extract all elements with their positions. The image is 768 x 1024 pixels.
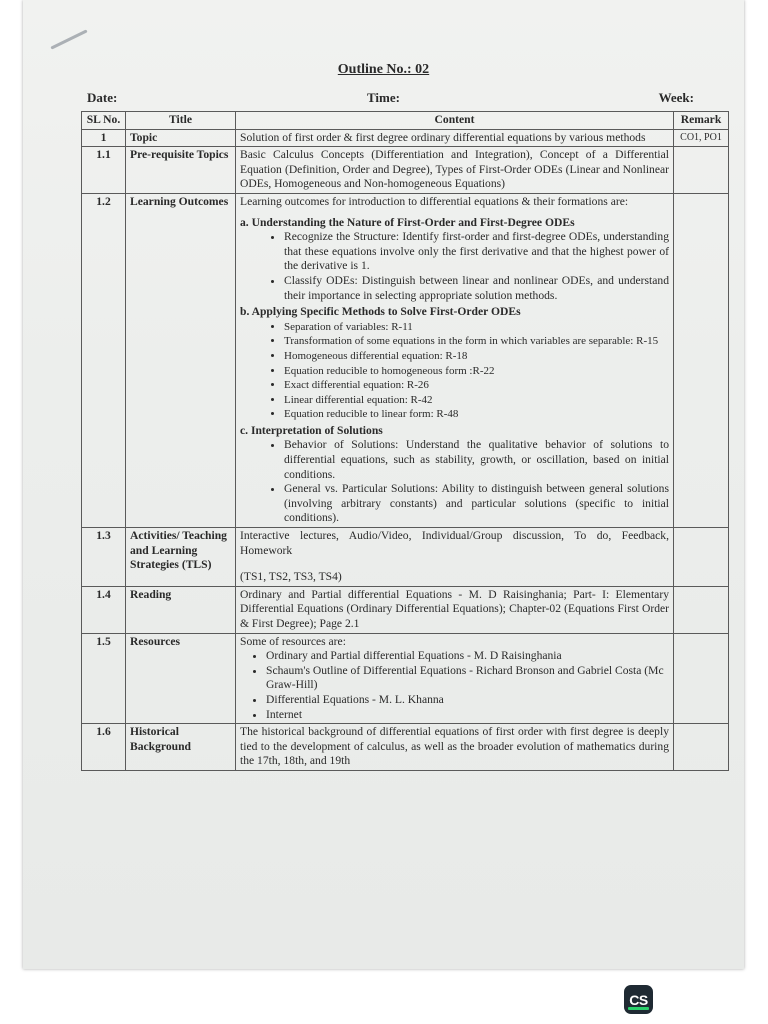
table-row-resources [82,633,729,724]
outline-table [81,111,729,771]
list-item: • Homogeneous differential equation: R-18 [284,349,669,364]
title-cell: Learning Outcomes [126,193,236,527]
list-item: • Classify ODEs: Distinguish between linear and nonlinear ODEs, and understand their importance in selecting appropriate solution methods. [284,274,669,303]
sl-cell: 1.1 [82,147,126,194]
scanned-page [23,0,744,969]
section-c-list [240,438,669,526]
resources-list [240,649,669,722]
sl-cell: 1.5 [82,633,126,724]
table-row-historical-background [82,724,729,771]
date-label: Date: [87,90,118,105]
sl-cell: 1.2 [82,193,126,527]
sl-cell: 1.3 [82,528,126,587]
header-remark: Remark [674,112,729,130]
list-item: • Equation reducible to linear form: R-48 [284,407,669,422]
list-item: • Linear differential equation: R-42 [284,393,669,408]
camscanner-logo [624,985,653,1014]
sl-cell: 1 [82,129,126,147]
list-item: • Exact differential equation: R-26 [284,378,669,393]
remark-cell [674,193,729,527]
outcomes-intro: Learning outcomes for introduction to differential equations & their formations are: [240,194,629,208]
title-cell: Resources [126,633,236,724]
sl-cell: 1.4 [82,586,126,633]
title-cell: Reading [126,586,236,633]
section-a-heading: a. Understanding the Nature of First-Order and First-Degree ODEs [240,215,575,229]
content-cell [236,528,674,587]
remark-cell [674,147,729,194]
content-cell: Solution of first order & first degree ordinary differential equations by various methods [236,129,674,147]
header-sl-no: SL No. [82,112,126,130]
title-cell: Activities/ Teaching and Learning Strategies (TLS) [126,528,236,587]
sl-cell: 1.6 [82,724,126,771]
list-item: • Internet [266,708,669,723]
list-item: • Schaum's Outline of Differential Equations - Richard Bronson and Gabriel Costa (Mc Graw-Hill) [266,664,669,693]
title-cell: Pre-requisite Topics [126,147,236,194]
table-header-row [82,112,729,130]
table-row-prerequisite [82,147,729,194]
list-item: • Behavior of Solutions: Understand the qualitative behavior of solutions to differential equations, such as stability, growth, or oscillation, based on initial conditions. [284,438,669,482]
section-b-list [240,320,669,422]
logo-text: CS [629,991,648,1008]
week-label: Week: [658,90,694,105]
tls-codes: (TS1, TS2, TS3, TS4) [240,570,342,584]
pen-stroke-mark [50,29,87,49]
time-label: Time: [367,90,400,105]
remark-cell: CO1, PO1 [674,129,729,147]
title-cell: Historical Background [126,724,236,771]
title-cell: Topic [126,129,236,147]
remark-cell [674,586,729,633]
table-row-reading [82,586,729,633]
section-b-heading: b. Applying Specific Methods to Solve First-Order ODEs [240,305,521,319]
logo-stripe [628,1007,649,1010]
content-cell [236,633,674,724]
remark-cell [674,528,729,587]
content-cell: Basic Calculus Concepts (Differentiation and Integration), Concept of a Differential Equation (Definition, Order and Degree), Types of First-Order ODEs (Linear and Nonlinear ODEs, Homogeneous and Non-homogeneous Equations) [236,147,674,194]
table-row-topic [82,129,729,147]
header-title: Title [126,112,236,130]
remark-cell [674,724,729,771]
content-cell [236,193,674,527]
list-item: • Transformation of some equations in the form in which variables are separable: R-15 [284,334,669,349]
activities-text: Interactive lectures, Audio/Video, Individual/Group discussion, To do, Feedback, Homework [240,529,669,557]
remark-cell [674,633,729,724]
table-row-learning-outcomes [82,193,729,527]
list-item: • Recognize the Structure: Identify first-order and first-degree ODEs, understanding that these equations involve only the first derivative and that the highest power of the derivative is 1. [284,230,669,274]
outline-title: Outline No.: 02 [337,62,430,77]
resources-intro: Some of resources are: [240,634,346,648]
header-content: Content [236,112,674,130]
list-item: • Equation reducible to homogeneous form :R-22 [284,364,669,379]
content-cell: The historical background of differential equations of first order with first degree is deeply tied to the development of calculus, as well as the broader evolution of mathematics during the 17th, 18th, and 19th [236,724,674,771]
list-item: • Separation of variables: R-11 [284,320,669,335]
list-item: • Differential Equations - M. L. Khanna [266,693,669,708]
section-c-heading: c. Interpretation of Solutions [240,423,383,437]
table-row-activities [82,528,729,587]
content-cell: Ordinary and Partial differential Equations - M. D Raisinghania; Part- I: Elementary Differential Equations (Ordinary Differential Equations); Chapter-02 (Equations First Order & First Degree); Page 2.1 [236,586,674,633]
section-a-list [240,230,669,303]
list-item: • Ordinary and Partial differential Equations - M. D Raisinghania [266,649,669,664]
list-item: • General vs. Particular Solutions: Ability to distinguish between general solutions (involving arbitrary constants) and particular solutions (specific to initial conditions). [284,482,669,526]
